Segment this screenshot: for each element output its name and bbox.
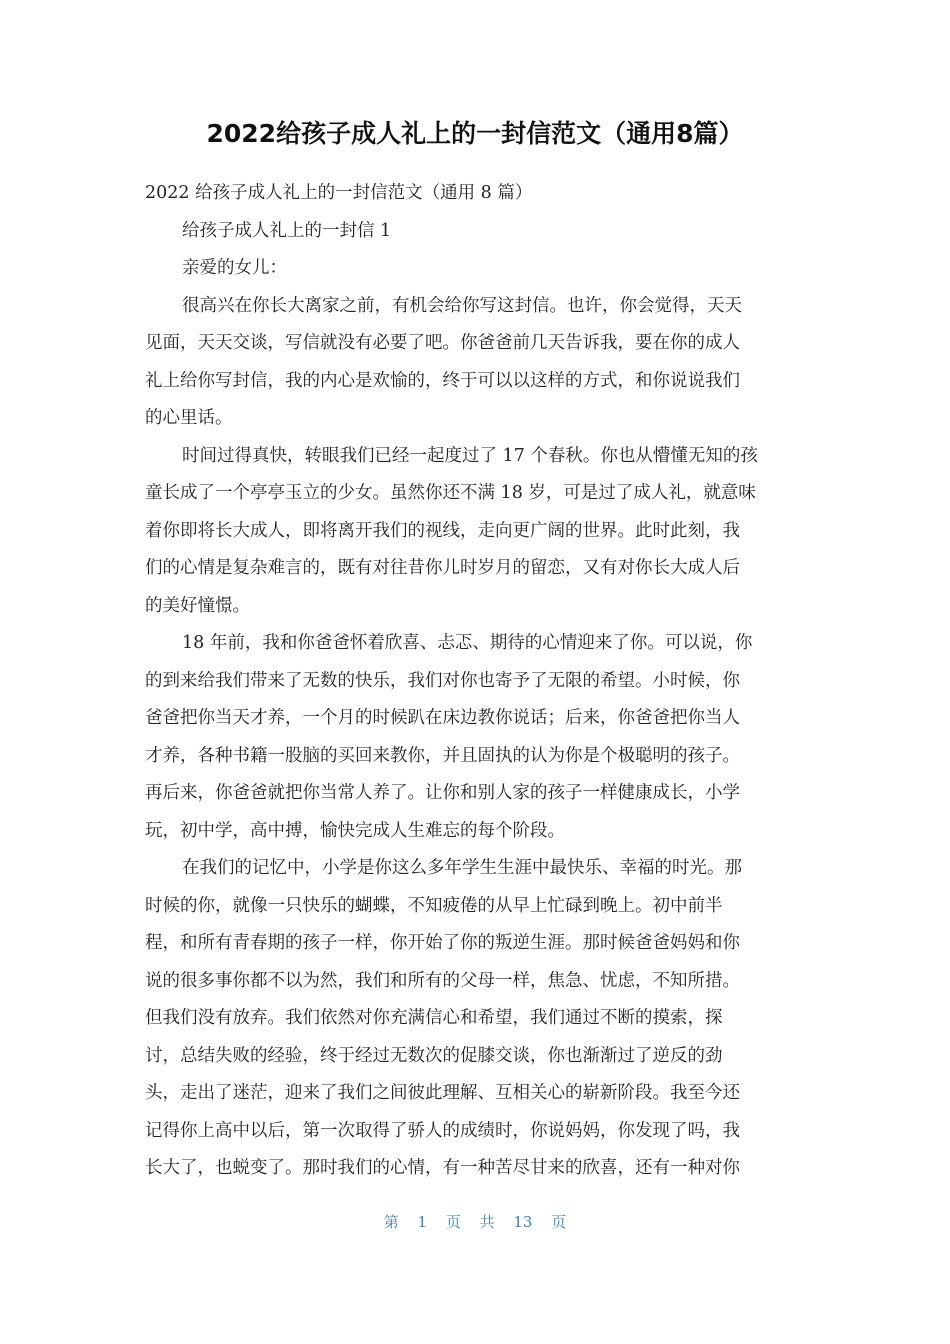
text-line: 亲爱的女儿：	[182, 258, 287, 278]
text-line: 见面，天天交谈，写信就没有必要了吧。你爸爸前几天告诉我，要在你的成人	[145, 333, 740, 353]
text-line: 18 年前，我和你爸爸怀着欣喜、忐忑、期待的心情迎来了你。可以说，你	[182, 633, 753, 653]
text-line: 2022 给孩子成人礼上的一封信范文（通用 8 篇）	[145, 183, 533, 203]
text-line: 说的很多事你都不以为然，我们和所有的父母一样，焦急、忧虑，不知所措。	[145, 970, 740, 991]
text-line: 爸爸把你当天才养，一个月的时候趴在床边教你说话；后来，你爸爸把你当人	[145, 708, 740, 728]
text-line: 的到来给我们带来了无数的快乐，我们对你也寄予了无限的希望。小时候，你	[145, 670, 740, 691]
text-line: 讨，总结失败的经验，终于经过无数次的促膝交谈，你也渐渐过了逆反的劲	[145, 1045, 723, 1066]
text-line: 再后来，你爸爸就把你当常人养了。让你和别人家的孩子一样健康成长，小学	[145, 783, 740, 803]
text-line: 们的心情是复杂难言的，既有对往昔你儿时岁月的留恋，又有对你长大成人后	[145, 558, 740, 578]
text-line: 礼上给你写封信，我的内心是欢愉的，终于可以以这样的方式，和你说说我们	[145, 370, 740, 391]
text-line: 时间过得真快，转眼我们已经一起度过了 17 个春秋。你也从懵懂无知的孩	[182, 445, 758, 466]
text-line: 童长成了一个亭亭玉立的少女。虽然你还不满 18 岁，可是过了成人礼，就意味	[145, 483, 756, 503]
document-title: 2022给孩子成人礼上的一封信范文（通用8篇）	[206, 119, 744, 148]
page-footer: 第 1 页 共 13 页	[383, 1213, 567, 1231]
text-line: 才养，各种书籍一股脑的买回来教你，并且固执的认为你是个极聪明的孩子。	[145, 745, 740, 766]
text-line: 但我们没有放弃。我们依然对你充满信心和希望，我们通过不断的摸索，探	[145, 1008, 723, 1028]
text-line: 长大了，也蜕变了。那时我们的心情，有一种苦尽甘来的欣喜，还有一种对你	[145, 1158, 740, 1178]
text-line: 程，和所有青春期的孩子一样，你开始了你的叛逆生涯。那时候爸爸妈妈和你	[145, 933, 740, 953]
text-line: 的美好憧憬。	[145, 595, 250, 616]
text-line: 给孩子成人礼上的一封信 1	[182, 220, 392, 241]
text-line: 很高兴在你长大离家之前，有机会给你写这封信。也许，你会觉得，天天	[182, 295, 742, 316]
text-line: 头，走出了迷茫，迎来了我们之间彼此理解、互相关心的崭新阶段。我至今还	[145, 1083, 740, 1103]
text-line: 记得你上高中以后，第一次取得了骄人的成绩时，你说妈妈，你发现了吗，我	[145, 1120, 740, 1141]
text-line: 在我们的记忆中，小学是你这么多年学生生涯中最快乐、幸福的时光。那	[182, 858, 742, 878]
text-line: 的心里话。	[145, 408, 233, 428]
document-body	[145, 175, 807, 1188]
text-line: 时候的你，就像一只快乐的蝴蝶，不知疲倦的从早上忙碌到晚上。初中前半	[145, 895, 723, 916]
text-line: 着你即将长大成人，即将离开我们的视线，走向更广阔的世界。此时此刻，我	[145, 520, 740, 541]
text-line: 玩，初中学，高中搏，愉快完成人生难忘的每个阶段。	[145, 820, 565, 841]
